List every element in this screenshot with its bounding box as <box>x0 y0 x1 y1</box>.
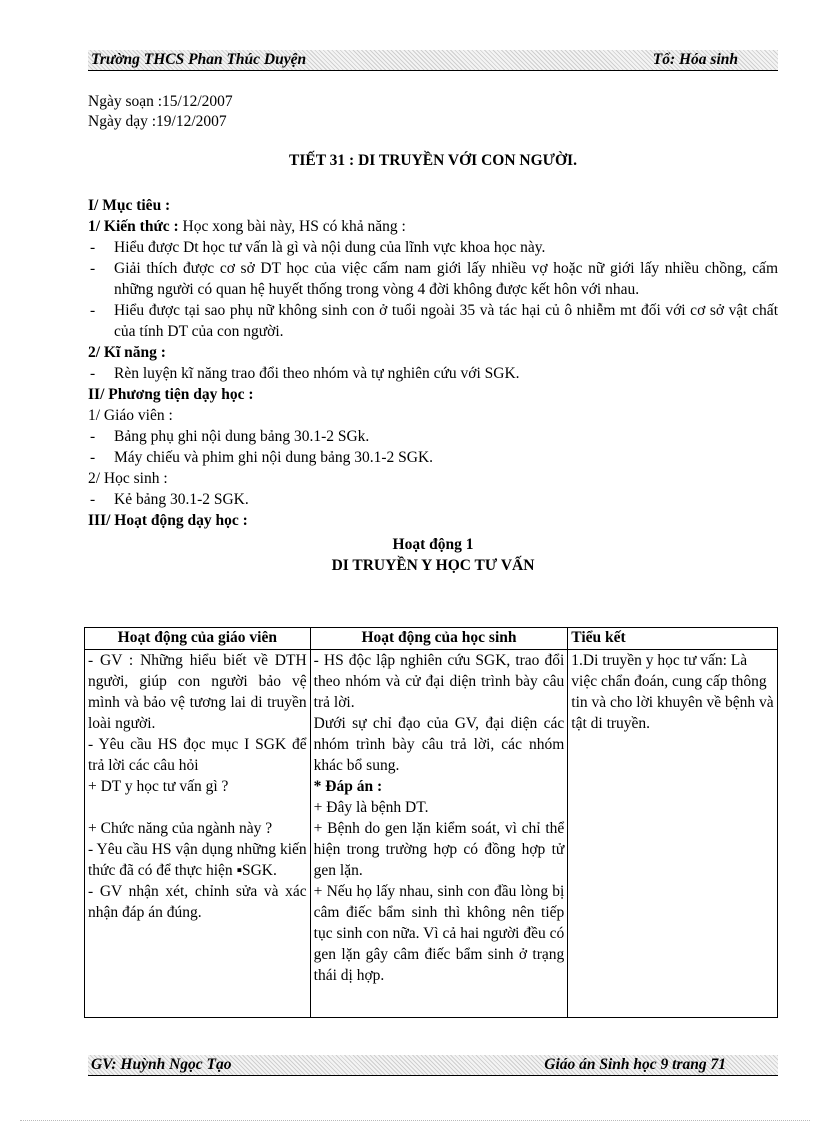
teacher-paragraph: + DT y học tư vấn gì ? <box>88 778 229 795</box>
teacher-paragraph: - GV nhận xét, chỉnh sửa và xác nhận đáp án đúng. <box>88 883 307 921</box>
teacher-activity-cell <box>85 650 311 1018</box>
knowledge-label: 1/ Kiến thức : <box>88 218 179 235</box>
student-item: Kẻ bảng 30.1-2 SGK. <box>114 491 249 508</box>
knowledge-item: Hiểu được tại sao phụ nữ không sinh con ở tuổi ngoài 35 và tác hại củ ô nhiễm mt đối với cơ sở vật chất của tính DT của con người. <box>114 302 778 340</box>
dates-block <box>88 92 778 132</box>
teacher-item: Máy chiếu và phim ghi nội dung bảng 30.1-2 SGK. <box>114 449 434 466</box>
lesson-title: TIẾT 31 : DI TRUYỀN VỚI CON NGƯỜI. <box>289 152 577 169</box>
student-activity-cell <box>310 650 568 1018</box>
page-label: Giáo án Sinh học 9 trang 71 <box>544 1056 726 1073</box>
bullet-item: - Bảng phụ ghi nội dung bảng 30.1-2 SGk. <box>88 426 778 447</box>
header-student: Hoạt động của học sinh <box>310 628 568 650</box>
bullet-item: - Kẻ bảng 30.1-2 SGK. <box>88 489 778 510</box>
lesson-body <box>88 92 778 576</box>
header-teacher: Hoạt động của giáo viên <box>85 628 311 650</box>
header-summary: Tiểu kết <box>568 628 778 650</box>
answer-label: * Đáp án : <box>313 778 383 795</box>
bullet-item: - Rèn luyện kĩ năng trao đổi theo nhóm và tự nghiên cứu với SGK. <box>88 363 778 384</box>
teacher-label: 1/ Giáo viên : <box>88 407 173 424</box>
knowledge-line <box>88 216 778 237</box>
page-edge-divider <box>20 1120 810 1122</box>
summary-cell <box>568 650 778 1018</box>
bullet-item: - Hiểu được Dt học tư vấn là gì và nội dung của lĩnh vực khoa học này. <box>88 237 778 258</box>
school-name: Trường THCS Phan Thúc Duyện <box>91 51 307 68</box>
knowledge-intro: Học xong bài này, HS có khả năng : <box>178 218 406 235</box>
teacher-name: GV: Huỳnh Ngọc Tạo <box>91 1056 232 1073</box>
skills-item: Rèn luyện kĩ năng trao đổi theo nhóm và tự nghiên cứu với SGK. <box>114 365 520 382</box>
activity-subtitle: DI TRUYỀN Y HỌC TƯ VẤN <box>331 557 535 574</box>
activities-heading: III/ Hoạt động dạy học : <box>88 512 248 529</box>
objectives-heading: I/ Mục tiêu : <box>88 197 171 214</box>
knowledge-item: Hiểu được Dt học tư vấn là gì và nội dung của lĩnh vực khoa học này. <box>114 239 546 256</box>
summary-text: 1.Di truyền y học tư vấn: Là việc chẩn đoán, cung cấp thông tin và cho lời khuyên về bệnh và tật di truyền. <box>571 652 774 732</box>
page-footer <box>88 1055 778 1076</box>
page-header <box>88 50 778 71</box>
student-paragraph: + Đây là bệnh DT. <box>313 799 429 816</box>
table-row <box>85 650 778 1018</box>
student-label: 2/ Học sinh : <box>88 470 168 487</box>
student-paragraph: Dưới sự chỉ đạo của GV, đại diện các nhóm trình bày câu trả lời, các nhóm khác bổ sung. <box>313 715 565 774</box>
table-header-row <box>85 628 778 650</box>
prepared-date: Ngày soạn :15/12/2007 <box>88 93 233 110</box>
bullet-item: - Máy chiếu và phim ghi nội dung bảng 30.1-2 SGK. <box>88 447 778 468</box>
activity-table <box>84 627 778 1018</box>
taught-date: Ngày dạy :19/12/2007 <box>88 113 227 130</box>
skills-label: 2/ Kĩ năng : <box>88 344 166 361</box>
knowledge-item: Giải thích được cơ sở DT học của việc cấm nam giới lấy nhiều vợ hoặc nữ giới lấy nhiều chồng, cấm những người có quan hệ huyết thống trong vòng 4 đời không được kết hôn với nhau. <box>114 260 778 298</box>
department-name: Tổ: Hóa sinh <box>652 51 738 68</box>
student-paragraph: - HS độc lập nghiên cứu SGK, trao đổi theo nhóm và cử đại diện trình bày câu trả lời. <box>313 652 565 711</box>
bullet-item: - Giải thích được cơ sở DT học của việc cấm nam giới lấy nhiều vợ hoặc nữ giới lấy nhiều chồng, cấm những người có quan hệ huyết thống trong vòng 4 đời không được kết hôn với nhau. <box>90 260 778 298</box>
teacher-item: Bảng phụ ghi nội dung bảng 30.1-2 SGk. <box>114 428 370 445</box>
teacher-paragraph: + Chức năng của ngành này ? <box>88 820 273 837</box>
student-paragraph: + Nếu họ lấy nhau, sinh con đầu lòng bị câm điếc bẩm sinh thì không nên tiếp tục sinh con nữa. Vì cả hai người đều có gen lặn gây câm điếc bẩm sinh ở trạng thái dị hợp. <box>313 883 565 984</box>
activity-title: Hoạt động 1 <box>392 536 474 553</box>
student-paragraph: + Bệnh do gen lặn kiểm soát, vì chỉ thể hiện trong trường hợp có đồng hợp tử gen lặn. <box>313 820 565 879</box>
means-heading: II/ Phương tiện dạy học : <box>88 386 254 403</box>
teacher-paragraph: - Yêu cầu HS vận dụng những kiến thức đã có để thực hiện ▪SGK. <box>88 841 307 879</box>
teacher-paragraph: - Yêu cầu HS đọc mục I SGK để trả lời các câu hỏi <box>88 736 307 774</box>
bullet-item: - Hiểu được tại sao phụ nữ không sinh con ở tuổi ngoài 35 và tác hại củ ô nhiễm mt đối với cơ sở vật chất của tính DT của con người. <box>90 302 778 340</box>
teacher-paragraph: - GV : Những hiểu biết về DTH người, giúp con người bảo vệ mình và bảo vệ tương lai di truyền loài người. <box>88 652 307 732</box>
